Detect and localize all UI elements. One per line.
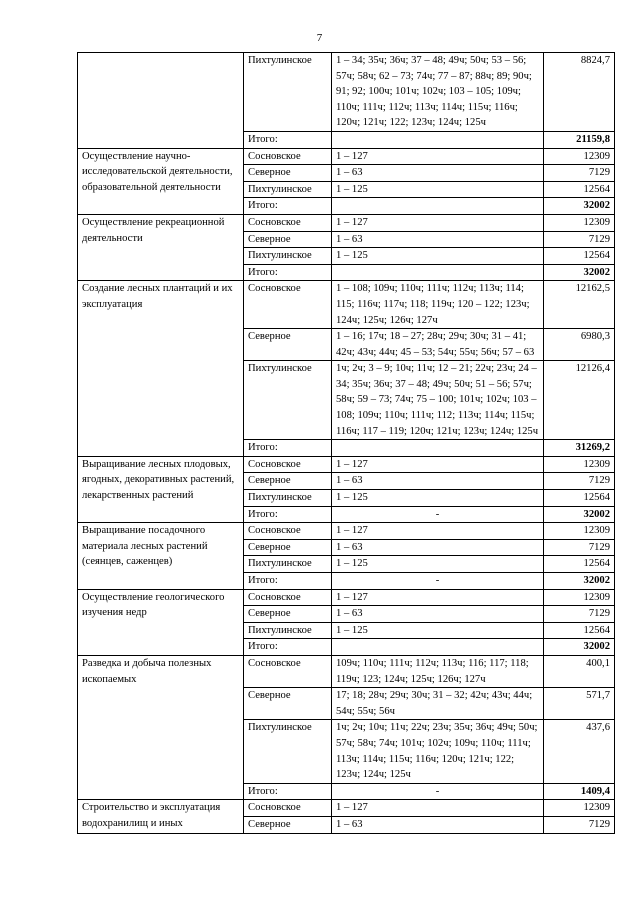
forestry-cell: Пихтулинское [244, 53, 332, 132]
forestry-cell: Северное [244, 473, 332, 490]
area-cell: 571,7 [544, 688, 615, 720]
area-cell: 12309 [544, 523, 615, 540]
page-number: 7 [316, 32, 323, 44]
area-cell: 12309 [544, 456, 615, 473]
forestry-cell: Северное [244, 606, 332, 623]
area-cell: 400,1 [544, 655, 615, 687]
area-cell: 12309 [544, 589, 615, 606]
total-area: 21159,8 [544, 131, 615, 148]
area-cell: 12564 [544, 181, 615, 198]
table-row [78, 523, 615, 540]
forestry-cell: Сосновское [244, 148, 332, 165]
forestry-cell: Пихтулинское [244, 361, 332, 440]
total-dash: - [435, 575, 440, 586]
total-dash-cell [332, 440, 544, 457]
total-dash-cell [332, 131, 544, 148]
forestry-cell: Пихтулинское [244, 556, 332, 573]
area-cell: 12564 [544, 556, 615, 573]
total-area: 32002 [544, 506, 615, 523]
total-dash: - [435, 785, 440, 797]
area-cell: 12162,5 [544, 281, 615, 329]
table-row [78, 148, 615, 165]
total-label: Итого: [244, 440, 332, 457]
quarters-cell: 1 – 16; 17ч; 18 – 27; 28ч; 29ч; 30ч; 31 – 41; 42ч; 43ч; 44ч; 45 – 53; 54ч; 55ч; 56ч; 57 – 63 [332, 329, 544, 361]
total-dash-cell [332, 198, 544, 215]
quarters-cell: 1 – 127 [332, 523, 544, 540]
total-area: 31269,2 [544, 440, 615, 457]
quarters-cell: 1 – 127 [332, 214, 544, 231]
area-cell: 12126,4 [544, 361, 615, 440]
forestry-cell: Пихтулинское [244, 622, 332, 639]
quarters-cell: 1 – 127 [332, 456, 544, 473]
activity-cell: Создание лесных плантаций и их эксплуатация [78, 281, 244, 457]
total-dash-cell [332, 264, 544, 281]
activity-cell: Разведка и добыча полезных ископаемых [78, 655, 244, 799]
quarters-cell: 17; 18; 28ч; 29ч; 30ч; 31 – 32; 42ч; 43ч; 44ч; 54ч; 55ч; 56ч [332, 688, 544, 720]
total-dash-cell [332, 783, 544, 800]
quarters-cell: 1ч; 2ч; 3 – 9; 10ч; 11ч; 12 – 21; 22ч; 23ч; 24 – 34; 35ч; 36ч; 37 – 48; 49ч; 50ч; 51 – 56; 57ч; 58ч; 59 – 73; 74ч; 75 – 100; 101ч; 102ч; 103 – 108; 109ч; 110ч; 111ч; 112; 113ч; 114ч; 115ч; 116ч; 117 – 119; 120ч; 121ч; 123ч; 124ч; 125ч [332, 361, 544, 440]
total-dash-cell [332, 573, 544, 590]
total-label: Итого: [244, 198, 332, 215]
total-dash-cell [332, 506, 544, 523]
area-cell: 7129 [544, 165, 615, 182]
activity-cell: Строительство и эксплуатация водохранилищ и иных [78, 800, 244, 833]
quarters-cell: 1 – 125 [332, 490, 544, 507]
quarters-cell: 1ч; 2ч; 10ч; 11ч; 22ч; 23ч; 35ч; 36ч; 49ч; 50ч; 57ч; 58ч; 74ч; 101ч; 102ч; 109ч; 110ч; 111ч; 113ч; 114ч; 115ч; 116ч; 120ч; 121ч; 122; 123ч; 124ч; 125ч [332, 720, 544, 783]
quarters-cell: 1 – 127 [332, 589, 544, 606]
total-area: 32002 [544, 573, 615, 590]
area-cell: 12309 [544, 214, 615, 231]
quarters-cell: 1 – 63 [332, 816, 544, 833]
area-cell: 8824,7 [544, 53, 615, 132]
quarters-cell: 1 – 125 [332, 622, 544, 639]
quarters-cell: 1 – 63 [332, 165, 544, 182]
area-cell: 7129 [544, 473, 615, 490]
quarters-cell: 109ч; 110ч; 111ч; 112ч; 113ч; 116; 117; 118; 119ч; 123; 124ч; 125ч; 126ч; 127ч [332, 655, 544, 687]
total-label: Итого: [244, 639, 332, 656]
activity-cell: Осуществление рекреационной деятельности [78, 214, 244, 280]
area-cell: 7129 [544, 816, 615, 833]
forestry-cell: Пихтулинское [244, 490, 332, 507]
forestry-cell: Северное [244, 688, 332, 720]
total-area: 32002 [544, 639, 615, 656]
forestry-cell: Северное [244, 329, 332, 361]
forestry-cell: Сосновское [244, 281, 332, 329]
quarters-cell: 1 – 34; 35ч; 36ч; 37 – 48; 49ч; 50ч; 53 – 56; 57ч; 58ч; 62 – 73; 74ч; 77 – 87; 88ч; 89; 90ч; 91; 92; 100ч; 101ч; 102ч; 103 – 105; 109ч; 110ч; 111ч; 112ч; 113ч; 114ч; 115ч; 116ч; 120ч; 121ч; 122; 123ч; 124ч; 125ч [332, 53, 544, 132]
activity-cell: Осуществление научно-исследовательской деятельности, образовательной деятельности [78, 148, 244, 214]
forestry-cell: Сосновское [244, 800, 332, 817]
total-area: 1409,4 [544, 783, 615, 800]
activity-cell: Выращивание посадочного материала лесных растений (сеянцев, саженцев) [78, 523, 244, 589]
quarters-cell: 1 – 63 [332, 231, 544, 248]
activity-cell [78, 53, 244, 149]
quarters-cell: 1 – 63 [332, 606, 544, 623]
forest-use-table [77, 52, 615, 834]
activity-cell: Осуществление геологического изучения недр [78, 589, 244, 655]
total-label: Итого: [244, 573, 332, 590]
forestry-cell: Сосновское [244, 456, 332, 473]
forestry-cell: Сосновское [244, 523, 332, 540]
total-label: Итого: [244, 131, 332, 148]
table-row [78, 589, 615, 606]
area-cell: 12309 [544, 148, 615, 165]
forestry-cell: Северное [244, 231, 332, 248]
quarters-cell: 1 – 125 [332, 556, 544, 573]
forestry-cell: Северное [244, 539, 332, 556]
area-cell: 12564 [544, 622, 615, 639]
area-cell: 437,6 [544, 720, 615, 783]
total-label: Итого: [244, 506, 332, 523]
quarters-cell: 1 – 127 [332, 148, 544, 165]
area-cell: 7129 [544, 606, 615, 623]
table-row [78, 456, 615, 473]
total-label: Итого: [244, 264, 332, 281]
area-cell: 12309 [544, 800, 615, 817]
forestry-cell: Северное [244, 816, 332, 833]
area-cell: 7129 [544, 539, 615, 556]
table-row [78, 800, 615, 817]
forestry-cell: Сосновское [244, 589, 332, 606]
forestry-cell: Сосновское [244, 655, 332, 687]
quarters-cell: 1 – 127 [332, 800, 544, 817]
table-row [78, 281, 615, 329]
total-area: 32002 [544, 198, 615, 215]
table-row [78, 655, 615, 687]
table-row [78, 214, 615, 231]
area-cell: 6980,3 [544, 329, 615, 361]
forestry-cell: Северное [244, 165, 332, 182]
forestry-cell: Пихтулинское [244, 181, 332, 198]
activity-cell: Выращивание лесных плодовых, ягодных, декоративных растений, лекарственных растений [78, 456, 244, 522]
quarters-cell: 1 – 63 [332, 473, 544, 490]
area-cell: 12564 [544, 490, 615, 507]
forestry-cell: Пихтулинское [244, 720, 332, 783]
area-cell: 7129 [544, 231, 615, 248]
total-dash: - [435, 508, 440, 520]
area-cell: 12564 [544, 248, 615, 265]
quarters-cell: 1 – 108; 109ч; 110ч; 111ч; 112ч; 113ч; 114; 115; 116ч; 117ч; 118; 119ч; 120 – 122; 123ч; 124ч; 125ч; 126ч; 127ч [332, 281, 544, 329]
forestry-cell: Сосновское [244, 214, 332, 231]
quarters-cell: 1 – 63 [332, 539, 544, 556]
total-label: Итого: [244, 783, 332, 800]
forestry-cell: Пихтулинское [244, 248, 332, 265]
total-dash-cell [332, 639, 544, 656]
table-row [78, 53, 615, 132]
total-area: 32002 [544, 264, 615, 281]
quarters-cell: 1 – 125 [332, 248, 544, 265]
quarters-cell: 1 – 125 [332, 181, 544, 198]
